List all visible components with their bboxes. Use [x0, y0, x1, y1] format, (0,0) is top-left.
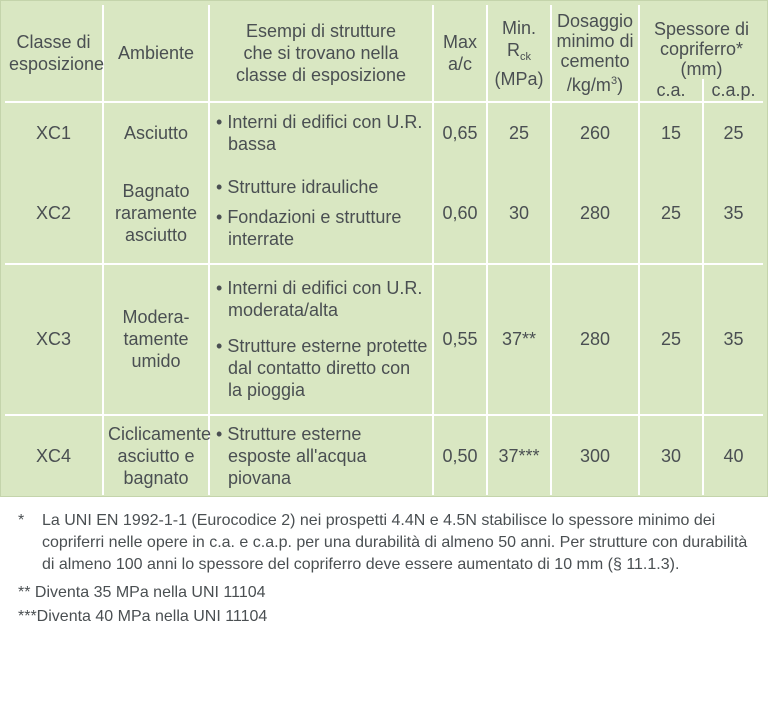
cell-cap: 35 — [703, 163, 763, 263]
header-ca: c.a. — [639, 79, 703, 102]
cell-rck: 37*** — [487, 415, 551, 495]
footnote-1-mark: * — [18, 512, 25, 529]
exposure-class-table — [5, 5, 763, 495]
cell-max-ac: 0,60 — [433, 163, 487, 263]
cell-cap: 25 — [703, 102, 763, 163]
cell-esempi: • Strutture idrauliche • Fondazioni e strutture interrate — [209, 163, 433, 263]
table-row — [5, 264, 763, 415]
footnote-1-text: La UNI EN 1992-1-1 (Eurocodice 2) nei prospetti 4.4N e 4.5N stabilisce lo spessore minimo dei copriferri nelle opere in c.a. e c.a.p. per una durabilità di almeno 50 anni. Per strutture con durabilità di almeno 100 anni lo spessore del copriferro deve essere aumentato di 10 mm (§ 11.1.3). — [42, 512, 748, 573]
header-min-rck: Min. $R_{ck}$ (MPa) — [487, 5, 551, 102]
cell-rck: 25 — [487, 102, 551, 163]
cell-cap: 35 — [703, 264, 763, 415]
cell-ca: 25 — [639, 264, 703, 415]
header-classe: Classe di esposizione — [5, 5, 103, 102]
footnote-3: ***Diventa 40 MPa nella UNI 11104 — [18, 608, 268, 625]
cell-dosaggio: 280 — [551, 264, 639, 415]
cell-esempi: • Interni di edifici con U.R. bassa — [209, 102, 433, 163]
cell-max-ac: 0,50 — [433, 415, 487, 495]
header-spessore: Spessore di copriferro* (mm) — [639, 5, 763, 79]
cell-classe: XC3 — [5, 264, 103, 415]
cell-esempi: • Interni di edifici con U.R. moderata/alta • Strutture esterne protette dal contatto diretto con la pioggia — [209, 264, 433, 415]
cell-esempi: • Strutture esterne esposte all'acqua piovana — [209, 415, 433, 495]
footnote-2: ** Diventa 35 MPa nella UNI 11104 — [18, 584, 266, 601]
cell-rck: 30 — [487, 163, 551, 263]
cell-classe: XC4 — [5, 415, 103, 495]
table-row — [5, 102, 763, 163]
cell-max-ac: 0,55 — [433, 264, 487, 415]
cell-cap: 40 — [703, 415, 763, 495]
cell-ambiente: Asciutto — [103, 102, 209, 163]
cell-ca: 25 — [639, 163, 703, 263]
footnotes — [18, 510, 763, 628]
footnote-1 — [18, 510, 763, 576]
header-cap: c.a.p. — [703, 79, 763, 102]
cell-ca: 30 — [639, 415, 703, 495]
header-ambiente: Ambiente — [103, 5, 209, 102]
cell-ca: 15 — [639, 102, 703, 163]
cell-ambiente: Bagnato raramente asciutto — [103, 163, 209, 263]
header-row — [5, 5, 763, 79]
header-max-ac: Max a/c — [433, 5, 487, 102]
cell-dosaggio: 300 — [551, 415, 639, 495]
cell-dosaggio: 260 — [551, 102, 639, 163]
table-row — [5, 163, 763, 263]
cell-classe: XC2 — [35, 203, 71, 224]
header-esempi: Esempi di strutture che si trovano nella classe di esposizione — [209, 5, 433, 102]
cell-ambiente: Modera-tamente umido — [103, 264, 209, 415]
cell-classe: XC1 — [35, 123, 71, 144]
cell-ambiente: Ciclicamente asciutto e bagnato — [103, 415, 209, 495]
header-dosaggio: Dosaggio minimo di cemento $/kg/m^3$) — [551, 5, 639, 102]
cell-dosaggio: 280 — [551, 163, 639, 263]
cell-rck: 37** — [487, 264, 551, 415]
cell-max-ac: 0,65 — [433, 102, 487, 163]
table-row — [5, 415, 763, 495]
